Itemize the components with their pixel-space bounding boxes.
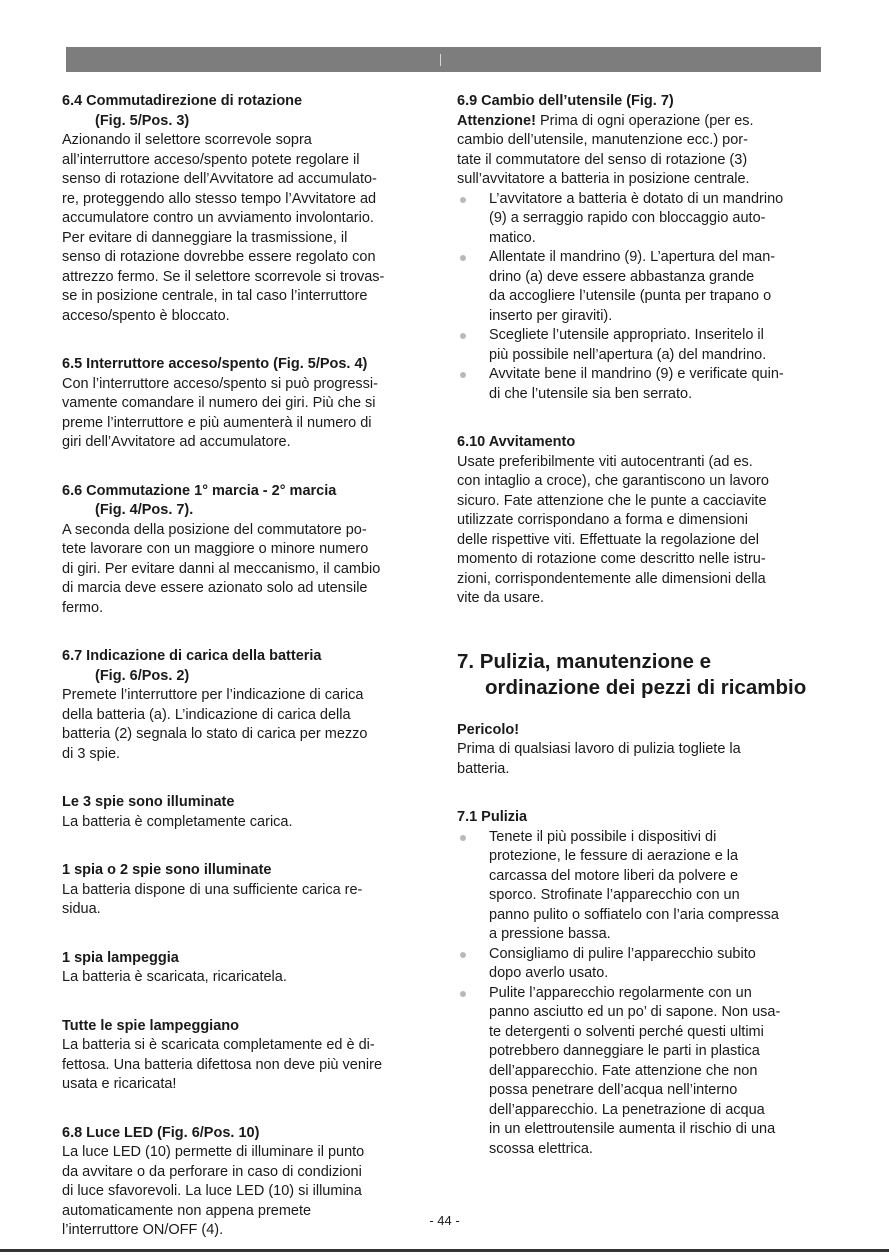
text-line: La batteria si è scaricata completamente ed è di- — [62, 1037, 375, 1053]
sub-1-blinks-body — [62, 968, 430, 988]
warning-text: Prima di ogni operazione (per es. — [535, 112, 754, 129]
text-line: se in posizione centrale, in tal caso l’interruttore — [62, 288, 368, 304]
text-line: matico. — [489, 229, 536, 246]
text-line: Avvitate bene il mandrino (9) e verificate quin- — [489, 366, 784, 382]
text-line: (9) a serraggio rapido con bloccaggio auto- — [489, 210, 766, 226]
text-line: acceso/spento è bloccato. — [62, 307, 230, 324]
text-line: possa penetrare dell’acqua nell’interno — [489, 1082, 738, 1098]
text-line: sidua. — [62, 901, 101, 917]
section-6-10-body — [457, 453, 833, 609]
section-6-7-body — [62, 686, 430, 764]
text-line: te detergenti o solventi perché questi ultimi — [489, 1023, 764, 1040]
text-line: re, proteggendo allo stesso tempo l’Avvitatore ad — [62, 190, 377, 207]
left-column — [62, 92, 430, 1241]
text-line: all’interruttore acceso/spento potete regolare il — [62, 151, 360, 168]
text-line: dell’apparecchio. Fate attenzione che non — [489, 1062, 758, 1079]
text-line: panno pulito o soffiatelo con l’aria compressa — [489, 906, 779, 923]
text-line: Allentate il mandrino (9). L’apertura del man- — [489, 249, 776, 265]
text-line: delle rispettive viti. Effettuate la regolazione del — [457, 531, 759, 548]
bottom-rule — [0, 1249, 889, 1252]
text-line: tate il commutatore del senso di rotazione (3) — [457, 151, 748, 168]
text-line: giri dell’Avvitatore ad accumulatore. — [62, 434, 291, 450]
section-6-9-title: 6.9 Cambio dell’utensile (Fig. 7) — [457, 93, 674, 109]
text-line: fettosa. Una batteria difettosa non deve più venire — [62, 1056, 383, 1073]
text-line: accumulatore contro un avviamento involontario. — [62, 210, 374, 226]
text-line: da accogliere l’utensile (punta per trapano o — [489, 288, 772, 304]
text-line: vite da usare. — [457, 590, 545, 606]
bullet-item — [457, 365, 833, 404]
right-column — [457, 92, 833, 1159]
section-6-9-body — [457, 131, 833, 190]
text-line: scossa elettrica. — [489, 1140, 593, 1157]
header-bar — [66, 47, 821, 72]
text-line: La batteria dispone di una sufficiente carica re- — [62, 881, 363, 898]
text-line: Scegliete l’utensile appropriato. Inseritelo il — [489, 327, 764, 343]
sub-all-blink-title: Tutte le spie lampeggiano — [62, 1017, 239, 1034]
text-line: La batteria è scaricata, ricaricatela. — [62, 969, 287, 985]
section-7-title-line1: 7. Pulizia, manutenzione e — [457, 649, 712, 673]
text-line: Azionando il selettore scorrevole sopra — [62, 132, 312, 148]
text-line: Consigliamo di pulire l’apparecchio subito — [489, 945, 756, 962]
section-7-title-line2: ordinazione dei pezzi di ricambio — [485, 675, 807, 699]
danger-title: Pericolo! — [457, 721, 520, 738]
bullet-item — [457, 945, 833, 984]
sub-1-2-lights-body — [62, 881, 430, 920]
text-line: di che l’utensile sia ben serrato. — [489, 385, 693, 402]
text-line: inserto per giraviti). — [489, 307, 613, 324]
text-line: senso di rotazione dell’Avvitatore ad accumulato- — [62, 171, 377, 187]
text-line: momento di rotazione come descritto nelle istru- — [457, 551, 766, 567]
text-line: Premete l’interruttore per l’indicazione di carica — [62, 687, 364, 703]
danger-body — [457, 740, 833, 779]
sub-all-blink-body — [62, 1036, 430, 1095]
sub-3-lights-title: Le 3 spie sono illuminate — [62, 794, 235, 810]
page-number: - 44 - — [429, 1213, 460, 1228]
text-line: in un elettroutensile aumenta il rischio di una — [489, 1121, 776, 1137]
section-6-9-bullets — [457, 190, 833, 405]
bullet-item — [457, 984, 833, 1160]
sub-1-2-lights-title: 1 spia o 2 spie sono illuminate — [62, 862, 272, 878]
text-line: l’interruttore ON/OFF (4). — [62, 1222, 224, 1238]
text-line: di giri. Per evitare danni al meccanismo, il cambio — [62, 560, 381, 577]
text-line: batteria (2) segnala lo stato di carica per mezzo — [62, 726, 368, 742]
section-6-6-fig: (Fig. 4/Pos. 7). — [95, 502, 194, 518]
section-6-6-body — [62, 521, 430, 619]
section-6-9-warning-line — [457, 112, 833, 132]
text-line: Con l’interruttore acceso/spento si può progressi- — [62, 375, 378, 392]
bullet-item — [457, 828, 833, 945]
text-line: sull’avvitatore a batteria in posizione centrale. — [457, 171, 750, 187]
text-line: di marcia deve essere azionato solo ad utensile — [62, 580, 368, 596]
text-line: più possibile nell’apertura (a) del mandrino. — [489, 346, 767, 363]
text-line: Usate preferibilmente viti autocentranti (ad es. — [457, 453, 753, 470]
text-line: fermo. — [62, 599, 104, 616]
section-6-4-title: 6.4 Commutadirezione di rotazione — [62, 93, 303, 109]
text-line: La luce LED (10) permette di illuminare il punto — [62, 1144, 365, 1160]
text-line: Tenete il più possibile i dispositivi di — [489, 828, 717, 845]
section-6-5-body — [62, 375, 430, 453]
text-line: potrebbero danneggiare le parti in plastica — [489, 1043, 760, 1059]
sub-3-lights-body — [62, 813, 430, 833]
text-line: senso di rotazione dovrebbe essere regolato con — [62, 249, 376, 265]
text-line: zioni, corrispondentemente alle dimensioni della — [457, 570, 766, 587]
text-line: sporco. Strofinate l’apparecchio con un — [489, 887, 740, 903]
text-line: drino (a) deve essere abbastanza grande — [489, 268, 755, 285]
section-6-6-title: 6.6 Commutazione 1° marcia - 2° marcia — [62, 482, 337, 499]
attention-label: Attenzione! — [457, 112, 536, 129]
text-line: di 3 spie. — [62, 745, 121, 762]
text-line: preme l’interruttore e più aumenterà il numero di — [62, 414, 372, 431]
text-line: L’avvitatore a batteria è dotato di un mandrino — [489, 190, 784, 207]
section-6-7-fig: (Fig. 6/Pos. 2) — [95, 667, 190, 684]
text-line: a pressione bassa. — [489, 926, 611, 942]
section-6-7-title: 6.7 Indicazione di carica della batteria — [62, 648, 322, 664]
text-line: sicuro. Fate attenzione che le punte a cacciavite — [457, 492, 767, 509]
text-line: con intaglio a croce), che garantiscono un lavoro — [457, 473, 769, 489]
header-divider — [440, 54, 441, 66]
section-7-title — [457, 649, 833, 701]
text-line: panno asciutto ed un po’ di sapone. Non usa- — [489, 1004, 781, 1020]
text-line: cambio dell’utensile, manutenzione ecc.) por- — [457, 132, 748, 148]
section-6-5-title: 6.5 Interruttore acceso/spento (Fig. 5/Pos. 4) — [62, 356, 368, 372]
text-line: Per evitare di danneggiare la trasmissione, il — [62, 229, 348, 246]
text-line: vamente comandare il numero dei giri. Più che si — [62, 395, 376, 411]
text-line: automaticamente non appena premete — [62, 1202, 312, 1219]
text-line: della batteria (a). L’indicazione di carica della — [62, 706, 351, 723]
bullet-item — [457, 190, 833, 249]
text-line: attrezzo fermo. Se il selettore scorrevole si trovas- — [62, 268, 385, 285]
text-line: utilizzate corrispondano a forma e dimensioni — [457, 512, 748, 528]
text-line: da avvitare o da perforare in caso di condizioni — [62, 1163, 362, 1180]
section-7-1-title: 7.1 Pulizia — [457, 809, 528, 825]
bullet-item — [457, 326, 833, 365]
bullet-item — [457, 248, 833, 326]
text-line: carcassa del motore liberi da polvere e — [489, 867, 739, 884]
section-6-4-fig: (Fig. 5/Pos. 3) — [95, 112, 190, 129]
section-6-4-body — [62, 131, 430, 326]
section-6-8-title: 6.8 Luce LED (Fig. 6/Pos. 10) — [62, 1124, 260, 1141]
text-line: Prima di qualsiasi lavoro di pulizia togliete la — [457, 741, 741, 757]
section-7-1-bullets — [457, 828, 833, 1160]
text-line: usata e ricaricata! — [62, 1076, 177, 1092]
text-line: Pulite l’apparecchio regolarmente con un — [489, 984, 752, 1001]
text-line: protezione, le fessure di aerazione e la — [489, 848, 739, 864]
text-line: dopo averlo usato. — [489, 965, 609, 981]
text-line: tete lavorare con un maggiore o minore numero — [62, 541, 369, 557]
text-line: batteria. — [457, 760, 510, 777]
sub-1-blinks-title: 1 spia lampeggia — [62, 949, 179, 966]
text-line: La batteria è completamente carica. — [62, 813, 293, 830]
text-line: A seconda della posizione del commutatore po- — [62, 521, 367, 538]
text-line: dell’apparecchio. La penetrazione di acqua — [489, 1101, 765, 1118]
section-6-10-title: 6.10 Avvitamento — [457, 434, 576, 450]
text-line: di luce sfavorevoli. La luce LED (10) si illumina — [62, 1183, 362, 1199]
